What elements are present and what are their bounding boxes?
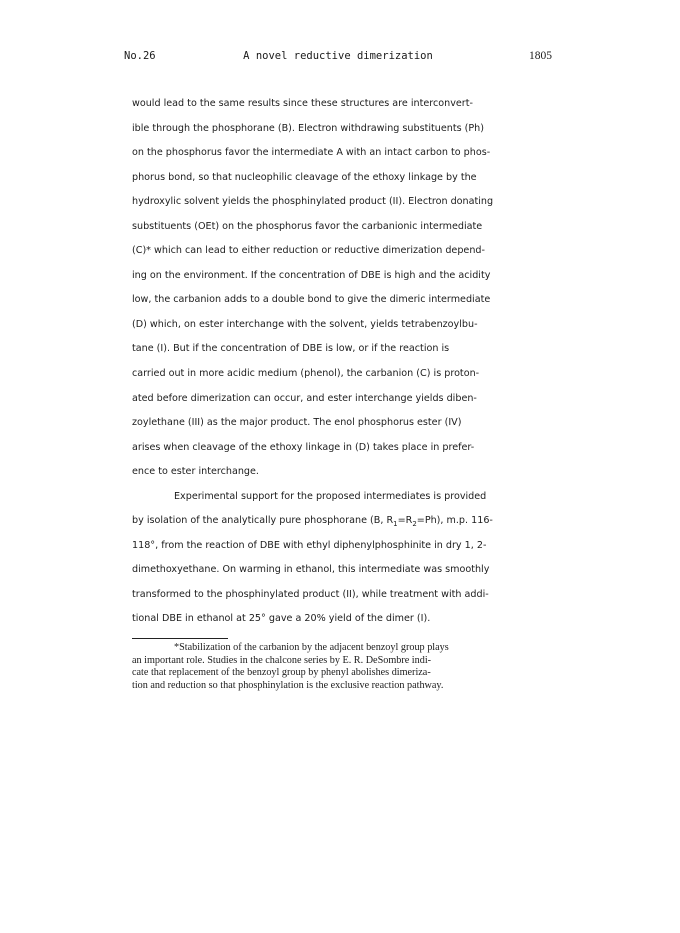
text-line: hydroxylic solvent yields the phosphinylated product (II). Electron donating <box>132 196 494 208</box>
text-line: phorus bond, so that nucleophilic cleavage of the ethoxy linkage by the <box>132 171 477 183</box>
body-text <box>132 92 552 632</box>
text-line: carried out in more acidic medium (phenol), the carbanion (C) is proton- <box>132 368 480 380</box>
footnote-line: *Stabilization of the carbanion by the adjacent benzoyl group plays <box>174 642 449 653</box>
text-segment: =R <box>397 515 413 527</box>
text-line: (C)* which can lead to either reduction or reductive dimerization depend- <box>132 245 485 257</box>
text-line: substituents (OEt) on the phosphorus favor the carbanionic intermediate <box>132 220 483 232</box>
footnote-line: an important role. Studies in the chalcone series by E. R. DeSombre indi- <box>132 654 432 666</box>
text-line: would lead to the same results since these structures are interconvert- <box>132 98 473 109</box>
text-line: transformed to the phosphinylated product (II), while treatment with addi- <box>132 588 489 600</box>
footnote <box>132 642 562 692</box>
journal-issue: No.26 <box>124 50 156 62</box>
text-line: ing on the environment. If the concentration of DBE is high and the acidity <box>132 269 491 281</box>
subscript: 2 <box>412 520 417 529</box>
text-segment: by isolation of the analytically pure phosphorane (B, R <box>132 515 394 527</box>
text-line: ence to ester interchange. <box>132 466 259 478</box>
text-line-with-subscripts <box>132 509 552 534</box>
footnote-rule <box>132 638 228 639</box>
text-line: (D) which, on ester interchange with the solvent, yields tetrabenzoylbu- <box>132 318 478 330</box>
text-segment: =Ph), m.p. 116- <box>416 515 493 527</box>
text-line: tane (I). But if the concentration of DBE is low, or if the reaction is <box>132 343 450 355</box>
footnote-line: cate that replacement of the benzoyl group by phenyl abolishes dimeriza- <box>132 667 431 679</box>
page-number: 1805 <box>529 50 552 62</box>
text-line: on the phosphorus favor the intermediate A with an intact carbon to phos- <box>132 147 491 159</box>
footnote-line: tion and reduction so that phosphinylation is the exclusive reaction pathway. <box>132 679 444 691</box>
subscript: 1 <box>393 520 398 529</box>
running-title: A novel reductive dimerization <box>243 50 433 62</box>
text-line: ible through the phosphorane (B). Electron withdrawing substituents (Ph) <box>132 122 484 134</box>
text-line: dimethoxyethane. On warming in ethanol, this intermediate was smoothly <box>132 564 490 576</box>
running-header <box>124 50 552 66</box>
text-line: arises when cleavage of the ethoxy linkage in (D) takes place in prefer- <box>132 441 475 453</box>
text-line: Experimental support for the proposed intermediates is provided <box>174 490 487 502</box>
text-line: zoylethane (III) as the major product. The enol phosphorus ester (IV) <box>132 417 462 429</box>
text-line: low, the carbanion adds to a double bond to give the dimeric intermediate <box>132 294 491 306</box>
text-line: 118°, from the reaction of DBE with ethyl diphenylphosphinite in dry 1, 2- <box>132 539 487 551</box>
text-line: ated before dimerization can occur, and ester interchange yields diben- <box>132 392 477 404</box>
text-line: tional DBE in ethanol at 25° gave a 20% yield of the dimer (I). <box>132 613 431 625</box>
